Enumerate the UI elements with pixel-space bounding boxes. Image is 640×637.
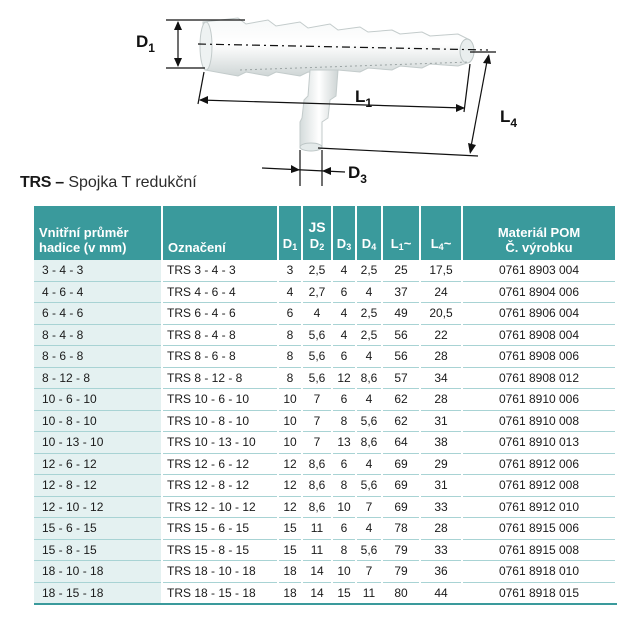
cell-d1: 8 [278, 324, 302, 346]
cell-l1: 49 [382, 303, 420, 325]
cell-designation: TRS 12 - 8 - 12 [162, 475, 278, 497]
cell-l4: 31 [420, 475, 462, 497]
cell-designation: TRS 18 - 15 - 18 [162, 582, 278, 604]
cell-l1: 69 [382, 475, 420, 497]
cell-l4: 22 [420, 324, 462, 346]
header-d1: $D_1$ [278, 206, 302, 260]
cell-article-number: 0761 8904 006 [462, 281, 616, 303]
header-article-number: Materiál POM Č. výrobku [462, 206, 616, 260]
table-row [34, 496, 616, 518]
cell-hose-diameter: 15 - 8 - 15 [34, 539, 162, 561]
cell-d4: 8,6 [356, 432, 382, 454]
table-row [34, 367, 616, 389]
cell-d4: 2,5 [356, 324, 382, 346]
cell-hose-diameter: 18 - 10 - 18 [34, 561, 162, 583]
table-row [34, 518, 616, 540]
cell-designation: TRS 10 - 6 - 10 [162, 389, 278, 411]
cell-l4: 17,5 [420, 260, 462, 281]
cell-article-number: 0761 8918 015 [462, 582, 616, 604]
cell-hose-diameter: 12 - 6 - 12 [34, 453, 162, 475]
table-row [34, 475, 616, 497]
cell-l1: 79 [382, 539, 420, 561]
branch-tube [300, 70, 338, 151]
cell-d2: 7 [302, 389, 332, 411]
cell-hose-diameter: 8 - 6 - 8 [34, 346, 162, 368]
cell-hose-diameter: 15 - 6 - 15 [34, 518, 162, 540]
cell-d2: 7 [302, 410, 332, 432]
table-header-row [34, 206, 616, 260]
cell-designation: TRS 6 - 4 - 6 [162, 303, 278, 325]
cell-d2: 2,7 [302, 281, 332, 303]
cell-d2: 8,6 [302, 496, 332, 518]
cell-d1: 10 [278, 432, 302, 454]
cell-d1: 15 [278, 539, 302, 561]
cell-l4: 28 [420, 518, 462, 540]
header-l1: $L_1\sim$ [382, 206, 420, 260]
cell-d4: 5,6 [356, 475, 382, 497]
cell-l1: 37 [382, 281, 420, 303]
cell-l1: 78 [382, 518, 420, 540]
cell-d2: 2,5 [302, 260, 332, 281]
cell-d3: 10 [332, 561, 356, 583]
cell-d2: 14 [302, 582, 332, 604]
header-hose-diameter: Vnitřní průměr hadice (v mm) [34, 206, 162, 260]
header-d3: $D_3$ [332, 206, 356, 260]
cell-l1: 57 [382, 367, 420, 389]
cell-d4: 5,6 [356, 539, 382, 561]
cell-d4: 4 [356, 389, 382, 411]
cell-d4: 7 [356, 496, 382, 518]
cell-d3: 6 [332, 518, 356, 540]
cell-designation: TRS 15 - 8 - 15 [162, 539, 278, 561]
label-d1: $D_1$ [136, 32, 155, 55]
cell-hose-diameter: 10 - 8 - 10 [34, 410, 162, 432]
table-row [34, 260, 616, 281]
header-l4: $L_4\sim$ [420, 206, 462, 260]
cell-article-number: 0761 8912 010 [462, 496, 616, 518]
cell-d3: 4 [332, 260, 356, 281]
cell-d1: 3 [278, 260, 302, 281]
cell-d1: 12 [278, 496, 302, 518]
cell-article-number: 0761 8912 006 [462, 453, 616, 475]
cell-l1: 56 [382, 346, 420, 368]
spec-table-body [34, 260, 616, 604]
cell-d2: 7 [302, 432, 332, 454]
cell-d3: 6 [332, 346, 356, 368]
cell-hose-diameter: 4 - 6 - 4 [34, 281, 162, 303]
cell-d4: 8,6 [356, 367, 382, 389]
cell-d1: 15 [278, 518, 302, 540]
cell-d1: 10 [278, 389, 302, 411]
cell-d1: 12 [278, 453, 302, 475]
cell-l4: 29 [420, 453, 462, 475]
cell-d1: 18 [278, 561, 302, 583]
cell-article-number: 0761 8918 010 [462, 561, 616, 583]
cell-d1: 6 [278, 303, 302, 325]
cell-hose-diameter: 18 - 15 - 18 [34, 582, 162, 604]
table-row [34, 539, 616, 561]
cell-l1: 69 [382, 496, 420, 518]
cell-d3: 8 [332, 475, 356, 497]
table-row [34, 582, 616, 604]
cell-hose-diameter: 8 - 12 - 8 [34, 367, 162, 389]
cell-d3: 15 [332, 582, 356, 604]
cell-d2: 11 [302, 539, 332, 561]
cell-designation: TRS 18 - 10 - 18 [162, 561, 278, 583]
cell-d4: 4 [356, 346, 382, 368]
cell-l1: 79 [382, 561, 420, 583]
cell-designation: TRS 15 - 6 - 15 [162, 518, 278, 540]
cell-hose-diameter: 6 - 4 - 6 [34, 303, 162, 325]
cell-d4: 4 [356, 453, 382, 475]
cell-d4: 5,6 [356, 410, 382, 432]
cell-designation: TRS 4 - 6 - 4 [162, 281, 278, 303]
cell-designation: TRS 12 - 10 - 12 [162, 496, 278, 518]
cell-designation: TRS 10 - 13 - 10 [162, 432, 278, 454]
cell-d2: 5,6 [302, 367, 332, 389]
cell-article-number: 0761 8910 013 [462, 432, 616, 454]
label-l4: $L_4$ [500, 107, 518, 130]
table-row [34, 346, 616, 368]
cell-d3: 8 [332, 410, 356, 432]
cell-d3: 4 [332, 303, 356, 325]
cell-designation: TRS 8 - 12 - 8 [162, 367, 278, 389]
cell-d2: 14 [302, 561, 332, 583]
table-row [34, 561, 616, 583]
cell-designation: TRS 8 - 4 - 8 [162, 324, 278, 346]
cell-hose-diameter: 12 - 8 - 12 [34, 475, 162, 497]
cell-d1: 10 [278, 410, 302, 432]
cell-l4: 44 [420, 582, 462, 604]
header-designation: Označení [162, 206, 278, 260]
product-code: TRS – [20, 174, 64, 191]
cell-l4: 28 [420, 346, 462, 368]
cell-designation: TRS 12 - 6 - 12 [162, 453, 278, 475]
cell-d3: 6 [332, 389, 356, 411]
table-row [34, 389, 616, 411]
cell-d4: 2,5 [356, 260, 382, 281]
cell-d2: 5,6 [302, 324, 332, 346]
cell-hose-diameter: 10 - 6 - 10 [34, 389, 162, 411]
cell-hose-diameter: 12 - 10 - 12 [34, 496, 162, 518]
cell-d3: 4 [332, 324, 356, 346]
label-l1: $L_1$ [355, 87, 373, 110]
cell-article-number: 0761 8912 008 [462, 475, 616, 497]
cell-l1: 62 [382, 410, 420, 432]
cell-d2: 5,6 [302, 346, 332, 368]
cell-article-number: 0761 8910 008 [462, 410, 616, 432]
header-js: JS [308, 219, 326, 235]
cell-l4: 28 [420, 389, 462, 411]
product-caption [20, 174, 197, 192]
label-d3: $D_3$ [348, 163, 367, 186]
cell-l1: 64 [382, 432, 420, 454]
table-row [34, 453, 616, 475]
cell-d1: 8 [278, 346, 302, 368]
cell-l4: 31 [420, 410, 462, 432]
cell-d4: 7 [356, 561, 382, 583]
cell-hose-diameter: 8 - 4 - 8 [34, 324, 162, 346]
cell-d2: 4 [302, 303, 332, 325]
cell-d3: 6 [332, 453, 356, 475]
cell-l1: 56 [382, 324, 420, 346]
cell-designation: TRS 3 - 4 - 3 [162, 260, 278, 281]
cell-l4: 38 [420, 432, 462, 454]
cell-d4: 4 [356, 281, 382, 303]
cell-article-number: 0761 8915 008 [462, 539, 616, 561]
table-row [34, 324, 616, 346]
cell-d2: 8,6 [302, 475, 332, 497]
cell-d1: 18 [278, 582, 302, 604]
cell-l4: 33 [420, 539, 462, 561]
cell-d4: 2,5 [356, 303, 382, 325]
cell-designation: TRS 10 - 8 - 10 [162, 410, 278, 432]
cell-d4: 4 [356, 518, 382, 540]
cell-l1: 25 [382, 260, 420, 281]
table-row [34, 303, 616, 325]
cell-d2: 11 [302, 518, 332, 540]
cell-d2: 8,6 [302, 453, 332, 475]
cell-hose-diameter: 10 - 13 - 10 [34, 432, 162, 454]
cell-l4: 33 [420, 496, 462, 518]
cell-designation: TRS 8 - 6 - 8 [162, 346, 278, 368]
dimension-d3 [262, 150, 345, 186]
cell-l1: 69 [382, 453, 420, 475]
cell-article-number: 0761 8906 004 [462, 303, 616, 325]
cell-l4: 24 [420, 281, 462, 303]
cell-d3: 12 [332, 367, 356, 389]
cell-article-number: 0761 8910 006 [462, 389, 616, 411]
cell-d3: 10 [332, 496, 356, 518]
cell-d1: 8 [278, 367, 302, 389]
cell-l1: 80 [382, 582, 420, 604]
cell-d1: 12 [278, 475, 302, 497]
cell-d3: 13 [332, 432, 356, 454]
table-row [34, 410, 616, 432]
spec-table [34, 206, 617, 605]
cell-article-number: 0761 8908 012 [462, 367, 616, 389]
cell-l1: 62 [382, 389, 420, 411]
cell-d4: 11 [356, 582, 382, 604]
header-d4: $D_4$ [356, 206, 382, 260]
cell-article-number: 0761 8908 004 [462, 324, 616, 346]
t-connector-drawing [0, 0, 640, 192]
cell-d3: 6 [332, 281, 356, 303]
cell-l4: 36 [420, 561, 462, 583]
cell-d1: 4 [278, 281, 302, 303]
table-row [34, 432, 616, 454]
cell-article-number: 0761 8908 006 [462, 346, 616, 368]
table-row [34, 281, 616, 303]
cell-l4: 34 [420, 367, 462, 389]
header-d2: JS $D_2$ [302, 206, 332, 260]
cell-article-number: 0761 8903 004 [462, 260, 616, 281]
cell-article-number: 0761 8915 006 [462, 518, 616, 540]
product-name: Spojka T redukční [68, 174, 197, 191]
cell-hose-diameter: 3 - 4 - 3 [34, 260, 162, 281]
cell-d3: 8 [332, 539, 356, 561]
cell-l4: 20,5 [420, 303, 462, 325]
